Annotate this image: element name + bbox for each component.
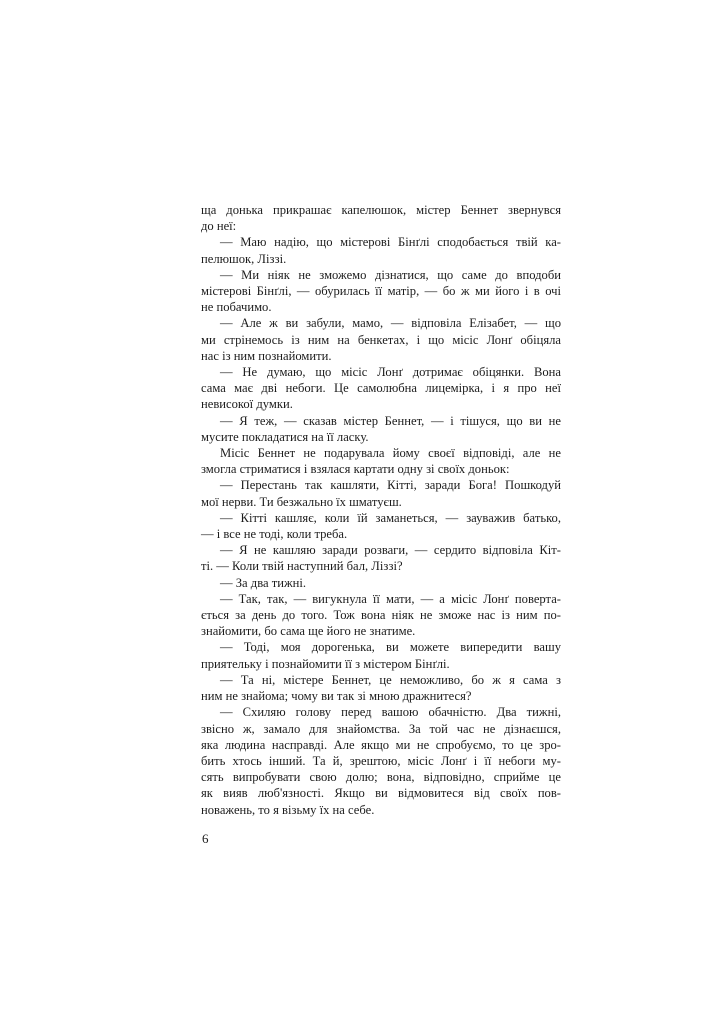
text-line: — Так, так, — вигукнула її мати, — а місіс Лонґ поверта- xyxy=(220,591,561,606)
text-line: — Кітті кашляє, коли їй заманеться, — зауважив батько, xyxy=(220,510,561,525)
body-text xyxy=(201,202,561,818)
paragraph xyxy=(201,267,561,316)
text-line: пелюшок, Ліззі. xyxy=(201,251,287,266)
text-line: невисокої думки. xyxy=(201,397,293,412)
paragraph xyxy=(201,510,561,542)
text-line: ща донька прикрашає капелюшок, містер Беннет звернувся xyxy=(201,203,561,217)
page-number: 6 xyxy=(202,831,209,846)
text-line: — За два тижні. xyxy=(220,575,307,590)
paragraph xyxy=(201,639,561,671)
text-line: як вияв люб'язності. Якщо ви відмовитеся від своїх пов- xyxy=(201,786,561,801)
paragraph xyxy=(201,202,561,234)
text-line: — Та ні, містере Беннет, це неможливо, бо ж я сама з xyxy=(220,672,561,687)
paragraph xyxy=(201,591,561,640)
text-line: звісно ж, замало для знайомства. За той час не дізнаєшся, xyxy=(201,721,561,736)
text-line: ті. — Коли твій наступний бал, Ліззі? xyxy=(201,559,403,574)
text-line: сять випробувати свою долю; вона, відповідно, сприйме це xyxy=(201,770,561,785)
text-line: Місіс Беннет не подарувала йому своєї відповіді, але не xyxy=(220,446,561,461)
paragraph xyxy=(201,234,561,266)
text-line: — Тоді, моя дорогенька, ви можете випередити вашу xyxy=(220,640,561,655)
text-line: — Я теж, — сказав містер Беннет, — і тішуся, що ви не xyxy=(220,413,561,428)
text-line: мої нерви. Ти безжально їх шматуєш. xyxy=(201,494,402,509)
paragraph xyxy=(201,315,561,364)
text-line: сама має дві небоги. Це самолюбна лицемірка, і я про неї xyxy=(201,381,561,396)
text-line: нас із ним познайомити. xyxy=(201,348,332,363)
text-line: — і все не тоді, коли треба. xyxy=(201,527,348,542)
text-line: містерові Бінґлі, — обурилась її матір, — бо ж ми його і в очі xyxy=(201,284,561,299)
text-line: — Я не кашляю заради розваги, — сердито відповіла Кіт- xyxy=(220,543,561,558)
text-line: — Перестань так кашляти, Кітті, заради Бога! Пошкодуй xyxy=(220,478,561,493)
paragraph xyxy=(201,575,561,591)
paragraph xyxy=(201,704,561,817)
text-line: до неї: xyxy=(201,219,237,234)
text-line: ми стрінемось із ним на бенкетах, і що місіс Лонґ обіцяла xyxy=(201,332,561,347)
text-line: яка людина насправді. Але якщо ми не спробуємо, то це зро- xyxy=(201,737,561,752)
text-line: змогла стриматися і взялася картати одну зі своїх доньок: xyxy=(201,462,510,477)
paragraph xyxy=(201,672,561,704)
text-line: — Не думаю, що місіс Лонґ дотримає обіцянки. Вона xyxy=(220,365,561,380)
text-line: знайомити, бо сама ще його не знатиме. xyxy=(201,624,416,639)
text-line: бить хтось інший. Та й, зрештою, місіс Лонґ і її небоги му- xyxy=(201,753,561,768)
text-line: мусите покладатися на її ласку. xyxy=(201,429,369,444)
text-line: не побачимо. xyxy=(201,300,272,315)
paragraph xyxy=(201,542,561,574)
text-line: приятельку і познайомити її з містером Бінґлі. xyxy=(201,656,450,671)
paragraph xyxy=(201,445,561,477)
text-line: — Але ж ви забули, мамо, — відповіла Елізабет, — що xyxy=(220,316,561,331)
text-line: новажень, то я візьму їх на себе. xyxy=(201,802,375,817)
paragraph xyxy=(201,477,561,509)
text-line: — Маю надію, що містерові Бінґлі сподобається твій ка- xyxy=(220,235,561,250)
text-line: ним не знайома; чому ви так зі мною дражнитеся? xyxy=(201,689,472,704)
text-line: — Ми ніяк не зможемо дізнатися, що саме до вподоби xyxy=(220,267,561,282)
text-line: — Схиляю голову перед вашою обачністю. Два тижні, xyxy=(220,705,561,720)
text-line: ється за день до того. Тож вона ніяк не зможе нас із ним по- xyxy=(201,608,561,623)
paragraph xyxy=(201,413,561,445)
paragraph xyxy=(201,364,561,413)
